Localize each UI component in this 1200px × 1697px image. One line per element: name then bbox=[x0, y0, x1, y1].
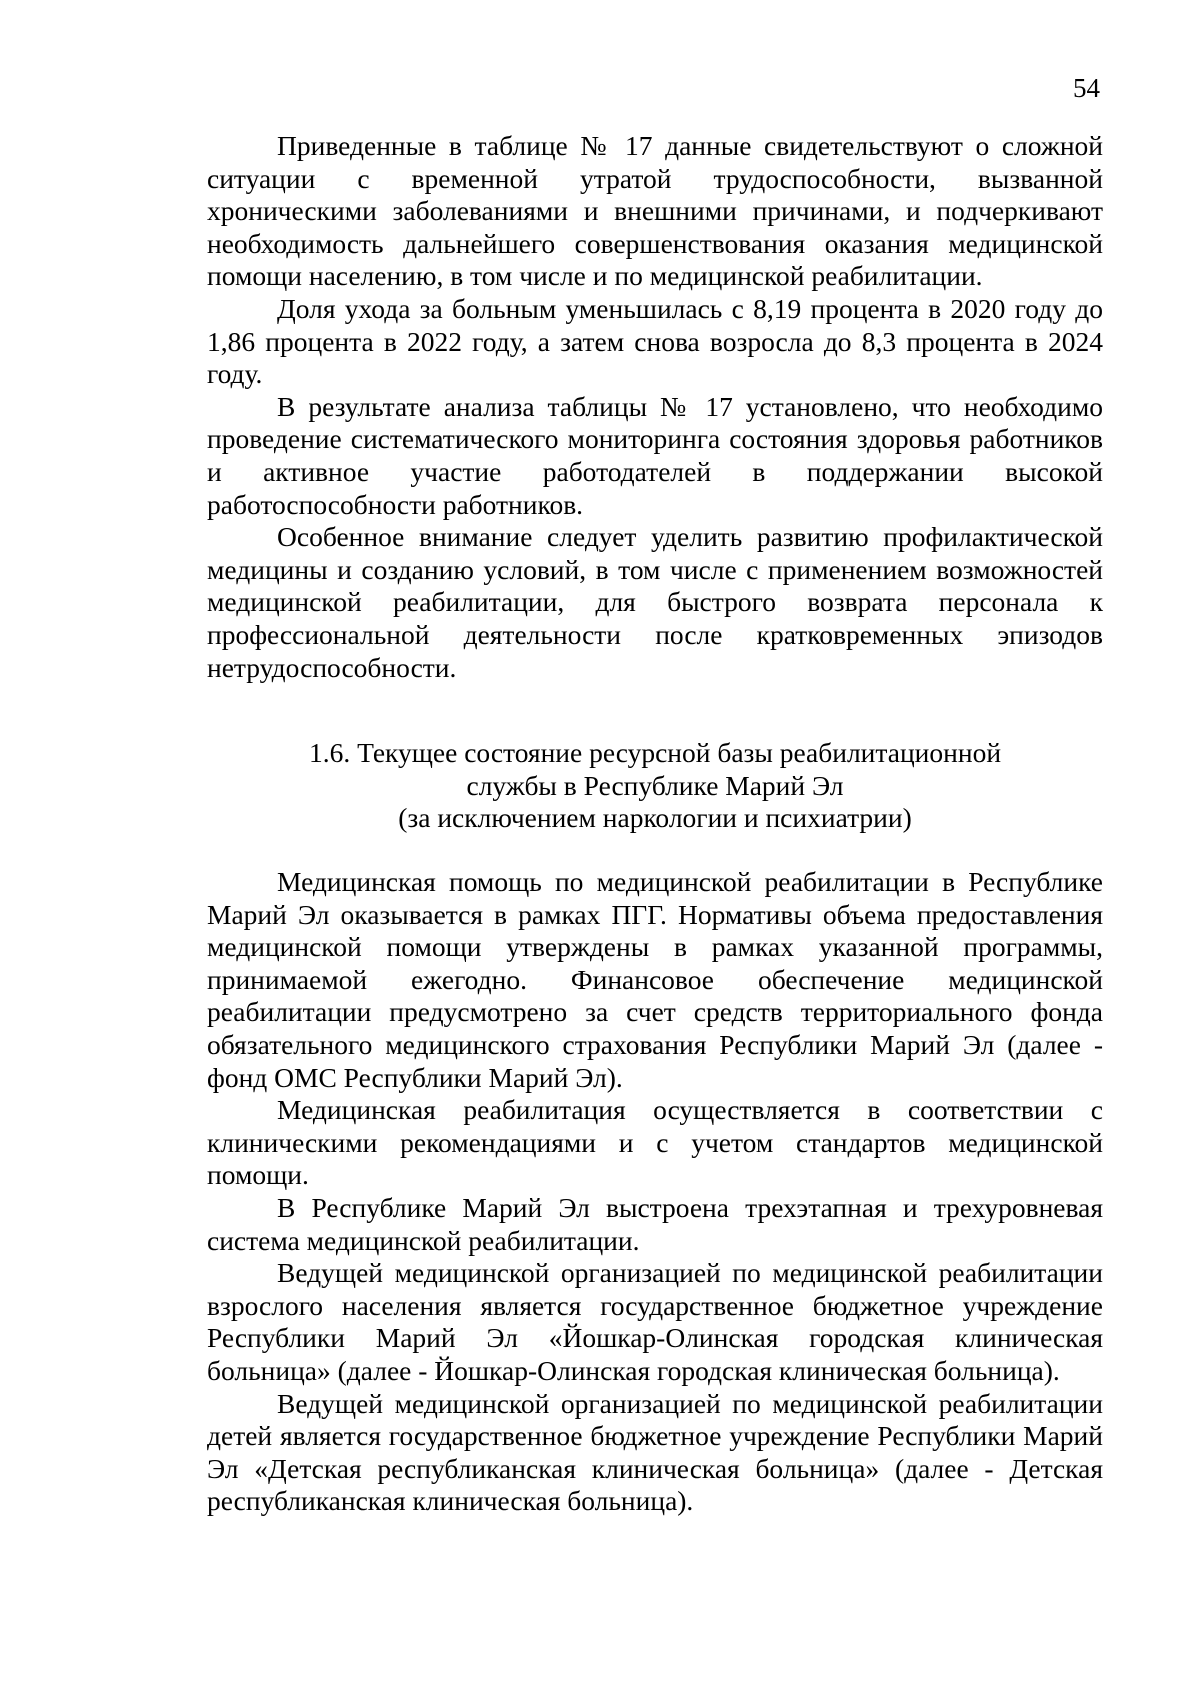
paragraph: Ведущей медицинской организацией по медицинской реабилитации взрослого населения является государственное бюджетное учреждение Республики Марий Эл «Йошкар-Олинская городская клиническая больница» (далее - Йошкар-Олинская городская клиническая больница). bbox=[207, 1257, 1103, 1386]
paragraph: Приведенные в таблице № 17 данные свидетельствуют о сложной ситуации с временной утратой трудоспособности, вызванной хроническими заболеваниями и внешними причинами, и подчеркивают необходимость дальнейшего совершенствования оказания медицинской помощи населению, в том числе и по медицинской реабилитации. bbox=[207, 130, 1103, 292]
paragraph: В результате анализа таблицы № 17 установлено, что необходимо проведение систематического мониторинга состояния здоровья работников и активное участие работодателей в поддержании высокой работоспособности работников. bbox=[207, 390, 1103, 520]
paragraph: Доля ухода за больным уменьшилась с 8,19 процента в 2020 году до 1,86 процента в 2022 году, а затем снова возросла до 8,3 процента в 2024 году. bbox=[207, 292, 1103, 390]
heading-line: 1.6. Текущее состояние ресурсной базы реабилитационной bbox=[308, 737, 1002, 768]
section-heading bbox=[207, 737, 1103, 835]
paragraph: Ведущей медицинской организацией по медицинской реабилитации детей является государственное бюджетное учреждение Республики Марий Эл «Детская республиканская клиническая больница» (далее - Детская республиканская клиническая больница). bbox=[207, 1387, 1103, 1517]
heading-line: (за исключением наркологии и психиатрии) bbox=[398, 802, 912, 834]
section-text-rehabilitation bbox=[207, 866, 1103, 1518]
section-text-intro bbox=[207, 130, 1103, 684]
paragraph: В Республике Марий Эл выстроена трехэтапная и трехуровневая система медицинской реабилитации. bbox=[207, 1191, 1103, 1256]
paragraph: Особенное внимание следует уделить развитию профилактической медицины и созданию условий, в том числе с применением возможностей медицинской реабилитации, для быстрого возврата персонала к профессиональной деятельности после кратковременных эпизодов нетрудоспособности. bbox=[207, 521, 1103, 683]
paragraph: Медицинская реабилитация осуществляется в соответствии с клиническими рекомендациями и с учетом стандартов медицинской помощи. bbox=[207, 1094, 1103, 1191]
heading-line: службы в Республике Марий Эл bbox=[466, 769, 844, 801]
page-number: 54 bbox=[1073, 73, 1100, 103]
paragraph: Медицинская помощь по медицинской реабилитации в Республике Марий Эл оказывается в рамках ПГГ. Нормативы объема предоставления медицинской помощи утверждены в рамках указанной программы, принимаемой ежегодно. Финансовое обеспечение медицинской реабилитации предусмотрено за счет средств территориального фонда обязательного медицинского страхования Республики Марий Эл (далее - фонд ОМС Республики Марий Эл). bbox=[207, 866, 1103, 1093]
